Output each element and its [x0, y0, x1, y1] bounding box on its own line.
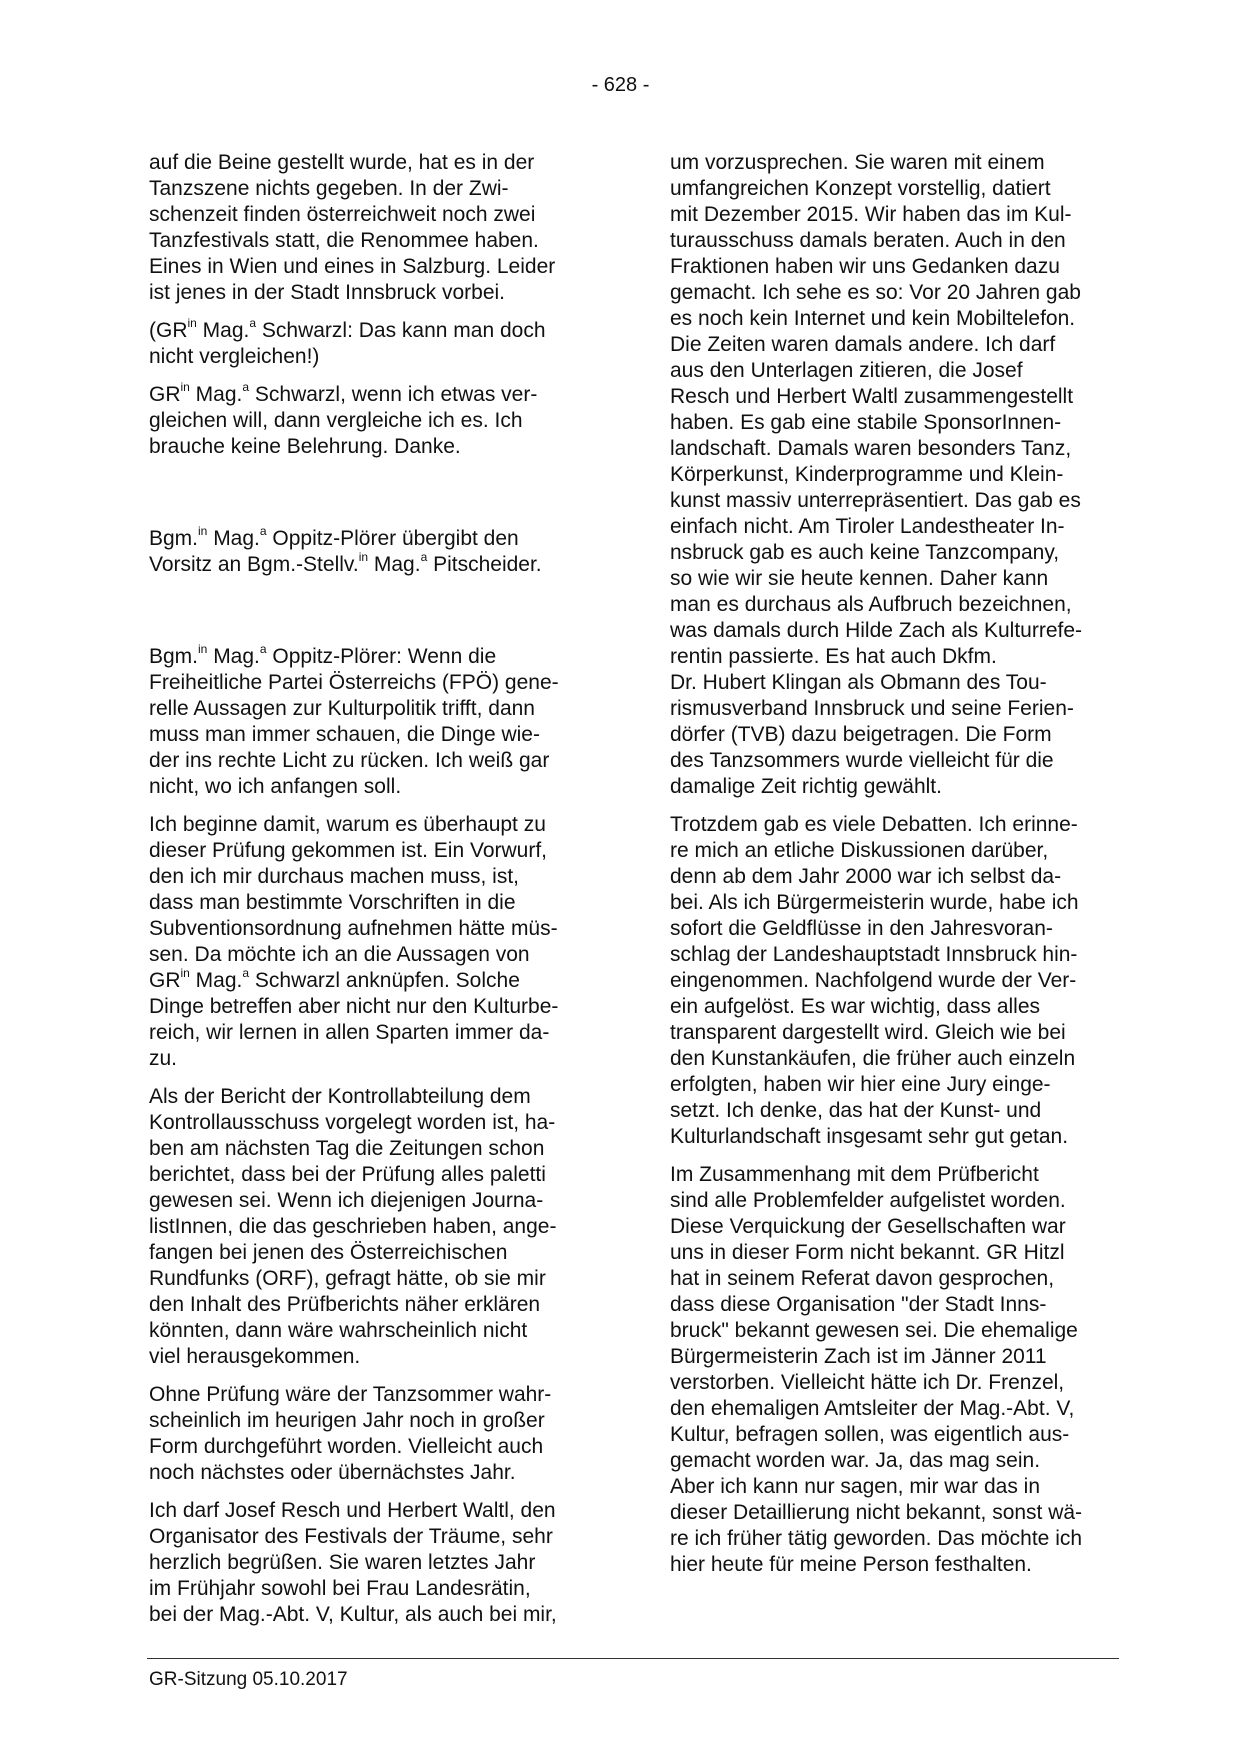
text-line: sind alle Problemfelder aufgelistet worden.: [670, 1189, 1066, 1212]
text-line: Kulturlandschaft insgesamt sehr gut getan.: [670, 1125, 1069, 1148]
text-line: Bgm.$^{in}$ Mag.$^a$ Oppitz-Plörer: Wenn die: [149, 642, 497, 668]
text-line: so wie wir sie heute kennen. Daher kann: [670, 567, 1049, 590]
text-line: landschaft. Damals waren besonders Tanz,: [670, 437, 1072, 460]
paragraph: [149, 1382, 593, 1486]
left-column: [149, 150, 593, 1628]
text-line: muss man immer schauen, die Dinge wie-: [149, 723, 540, 746]
text-line: uns in dieser Form nicht bekannt. GR Hitzl: [670, 1241, 1065, 1264]
text-line: Tanzfestivals statt, die Renommee haben.: [149, 229, 539, 252]
text-line: Ohne Prüfung wäre der Tanzsommer wahr-: [149, 1383, 552, 1406]
text-line: listInnen, die das geschrieben haben, ange-: [149, 1215, 557, 1238]
text-line: Dr. Hubert Klingan als Obmann des Tou-: [670, 671, 1047, 694]
speech-paragraph: [149, 644, 593, 800]
text-line: des Tanzsommers wurde vielleicht für die: [670, 749, 1054, 772]
text-line: aus den Unterlagen zitieren, die Josef: [670, 359, 1023, 382]
text-line: Eines in Wien und eines in Salzburg. Leider: [149, 255, 556, 278]
text-line: re mich an etliche Diskussionen darüber,: [670, 839, 1049, 862]
paragraph: [149, 382, 593, 460]
text-line: dieser Prüfung gekommen ist. Ein Vorwurf,: [149, 839, 548, 862]
text-line: turausschuss damals beraten. Auch in den: [670, 229, 1066, 252]
text-line: bei. Als ich Bürgermeisterin wurde, habe ich: [670, 891, 1079, 914]
text-line: herzlich begrüßen. Sie waren letztes Jahr: [149, 1551, 536, 1574]
text-line: bei der Mag.-Abt. V, Kultur, als auch bei mir,: [149, 1603, 557, 1626]
footer-session-date: GR-Sitzung 05.10.2017: [149, 1669, 348, 1690]
text-line: rismusverband Innsbruck und seine Ferien-: [670, 697, 1074, 720]
text-line: den ehemaligen Amtsleiter der Mag.-Abt. V,: [670, 1397, 1075, 1420]
text-line: dass man bestimmte Vorschriften in die: [149, 891, 516, 914]
page-number: - 628 -: [591, 74, 650, 96]
text-line: hier heute für meine Person festhalten.: [670, 1553, 1032, 1576]
paragraph: [149, 150, 593, 306]
text-line: ($GR^{in}$ Mag.$^a$ Schwarzl: Das kann man doch: [149, 316, 546, 342]
text-line: damalige Zeit richtig gewählt.: [670, 775, 942, 798]
paragraph: [670, 1162, 1114, 1578]
footer-divider: [147, 1658, 1119, 1659]
text-line: Tanzszene nichts gegeben. In der Zwi-: [149, 177, 509, 200]
text-line: man es durchaus als Aufbruch bezeichnen,: [670, 593, 1072, 616]
text-line: Organisator des Festivals der Träume, sehr: [149, 1525, 553, 1548]
text-line: kunst massiv unterrepräsentiert. Das gab es: [670, 489, 1081, 512]
text-line: den Inhalt des Prüfberichts näher erklären: [149, 1293, 541, 1316]
text-line: es noch kein Internet und kein Mobiltelefon.: [670, 307, 1076, 330]
paragraph: [149, 1498, 593, 1628]
text-line: hat in seinem Referat davon gesprochen,: [670, 1267, 1055, 1290]
text-line: re ich früher tätig geworden. Das möchte ich: [670, 1527, 1083, 1550]
interjection-paragraph: [149, 318, 593, 370]
text-line: einfach nicht. Am Tiroler Landestheater In-: [670, 515, 1065, 538]
text-line: erfolgten, haben wir hier eine Jury einge-: [670, 1073, 1051, 1096]
text-line: auf die Beine gestellt wurde, hat es in der: [149, 151, 535, 174]
text-line: Körperkunst, Kinderprogramme und Klein-: [670, 463, 1064, 486]
text-line: Rundfunks (ORF), gefragt hätte, ob sie mir: [149, 1267, 546, 1290]
text-line: $GR^{in}$ Mag.$^a$ Schwarzl anknüpfen. Solche: [149, 966, 520, 992]
text-line: Diese Verquickung der Gesellschaften war: [670, 1215, 1066, 1238]
text-line: um vorzusprechen. Sie waren mit einem: [670, 151, 1045, 174]
text-line: viel herausgekommen.: [149, 1345, 361, 1368]
text-line: könnten, dann wäre wahrscheinlich nicht: [149, 1319, 528, 1342]
paragraph: [670, 150, 1114, 800]
text-line: ein aufgelöst. Es war wichtig, dass alles: [670, 995, 1041, 1018]
text-line: eingenommen. Nachfolgend wurde der Ver-: [670, 969, 1077, 992]
text-line: ben am nächsten Tag die Zeitungen schon: [149, 1137, 545, 1160]
text-line: dörfer (TVB) dazu beigetragen. Die Form: [670, 723, 1052, 746]
text-line: ist jenes in der Stadt Innsbruck vorbei.: [149, 281, 506, 304]
text-line: verstorben. Vielleicht hätte ich Dr. Frenzel,: [670, 1371, 1065, 1394]
text-line: Als der Bericht der Kontrollabteilung dem: [149, 1085, 531, 1108]
text-line: $GR^{in}$ Mag.$^a$ Schwarzl, wenn ich etwas ver-: [149, 380, 538, 406]
text-line: umfangreichen Konzept vorstellig, datiert: [670, 177, 1051, 200]
text-line: sen. Da möchte ich an die Aussagen von: [149, 943, 530, 966]
text-line: den Kunstankäufen, die früher auch einzeln: [670, 1047, 1076, 1070]
text-line: Vorsitz an Bgm.-Stellv.$^{in}$ Mag.$^a$ Pitscheider.: [149, 550, 542, 576]
text-line: Dinge betreffen aber nicht nur den Kulturbe-: [149, 995, 559, 1018]
right-column: [670, 150, 1114, 1578]
text-line: den ich mir durchaus machen muss, ist,: [149, 865, 519, 888]
text-line: Im Zusammenhang mit dem Prüfbericht: [670, 1163, 1039, 1186]
text-line: Resch und Herbert Waltl zusammengestellt: [670, 385, 1074, 408]
text-line: der ins rechte Licht zu rücken. Ich weiß gar: [149, 749, 550, 772]
text-line: Form durchgeführt worden. Vielleicht auch: [149, 1435, 544, 1458]
text-line: rentin passierte. Es hat auch Dkfm.: [670, 645, 997, 668]
text-line: dieser Detaillierung nicht bekannt, sonst wä-: [670, 1501, 1083, 1524]
text-line: haben. Es gab eine stabile SponsorInnen-: [670, 411, 1062, 434]
text-line: noch nächstes oder übernächstes Jahr.: [149, 1461, 516, 1484]
text-line: transparent dargestellt wird. Gleich wie bei: [670, 1021, 1066, 1044]
text-line: gemacht worden war. Ja, das mag sein.: [670, 1449, 1041, 1472]
text-line: Freiheitliche Partei Österreichs (FPÖ) gene-: [149, 671, 559, 694]
text-line: Ich darf Josef Resch und Herbert Waltl, den: [149, 1499, 556, 1522]
text-line: dass diese Organisation "der Stadt Inns-: [670, 1293, 1047, 1316]
text-line: relle Aussagen zur Kulturpolitik trifft, dann: [149, 697, 535, 720]
text-line: bruck" bekannt gewesen sei. Die ehemalige: [670, 1319, 1078, 1342]
text-line: nsbruck gab es auch keine Tanzcompany,: [670, 541, 1060, 564]
text-line: setzt. Ich denke, das hat der Kunst- und: [670, 1099, 1042, 1122]
text-line: sofort die Geldflüsse in den Jahresvoran-: [670, 917, 1053, 940]
text-line: reich, wir lernen in allen Sparten immer da-: [149, 1021, 550, 1044]
text-line: gemacht. Ich sehe es so: Vor 20 Jahren gab: [670, 281, 1081, 304]
text-line: Trotzdem gab es viele Debatten. Ich erinne-: [670, 813, 1078, 836]
text-line: schlag der Landeshauptstadt Innsbruck hin-: [670, 943, 1078, 966]
text-line: Subventionsordnung aufnehmen hätte müs-: [149, 917, 558, 940]
text-line: nicht vergleichen!): [149, 345, 320, 368]
text-line: Aber ich kann nur sagen, mir war das in: [670, 1475, 1041, 1498]
text-line: mit Dezember 2015. Wir haben das im Kul-: [670, 203, 1072, 226]
text-line: nicht, wo ich anfangen soll.: [149, 775, 402, 798]
text-line: Ich beginne damit, warum es überhaupt zu: [149, 813, 546, 836]
text-line: im Frühjahr sowohl bei Frau Landesrätin,: [149, 1577, 531, 1600]
text-line: Bürgermeisterin Zach ist im Jänner 2011: [670, 1345, 1047, 1368]
text-line: Kultur, befragen sollen, was eigentlich aus-: [670, 1423, 1070, 1446]
text-line: schenzeit finden österreichweit noch zwei: [149, 203, 536, 226]
text-line: brauche keine Belehrung. Danke.: [149, 435, 461, 458]
text-line: Bgm.$^{in}$ Mag.$^a$ Oppitz-Plörer übergibt den: [149, 524, 519, 550]
text-line: fangen bei jenen des Österreichischen: [149, 1241, 508, 1264]
paragraph: [149, 812, 593, 1072]
text-line: scheinlich im heurigen Jahr noch in großer: [149, 1409, 545, 1432]
text-line: zu.: [149, 1047, 178, 1070]
text-line: gewesen sei. Wenn ich diejenigen Journa-: [149, 1189, 544, 1212]
text-line: denn ab dem Jahr 2000 war ich selbst da-: [670, 865, 1062, 888]
text-line: Die Zeiten waren damals andere. Ich darf: [670, 333, 1056, 356]
text-line: Kontrollausschuss vorgelegt worden ist, ha-: [149, 1111, 556, 1134]
text-line: was damals durch Hilde Zach als Kulturrefe-: [670, 619, 1083, 642]
paragraph: [149, 1084, 593, 1370]
text-line: berichtet, dass bei der Prüfung alles paletti: [149, 1163, 546, 1186]
paragraph: [670, 812, 1114, 1150]
procedural-note: [149, 526, 593, 578]
text-line: Fraktionen haben wir uns Gedanken dazu: [670, 255, 1060, 278]
text-line: gleichen will, dann vergleiche ich es. Ich: [149, 409, 523, 432]
